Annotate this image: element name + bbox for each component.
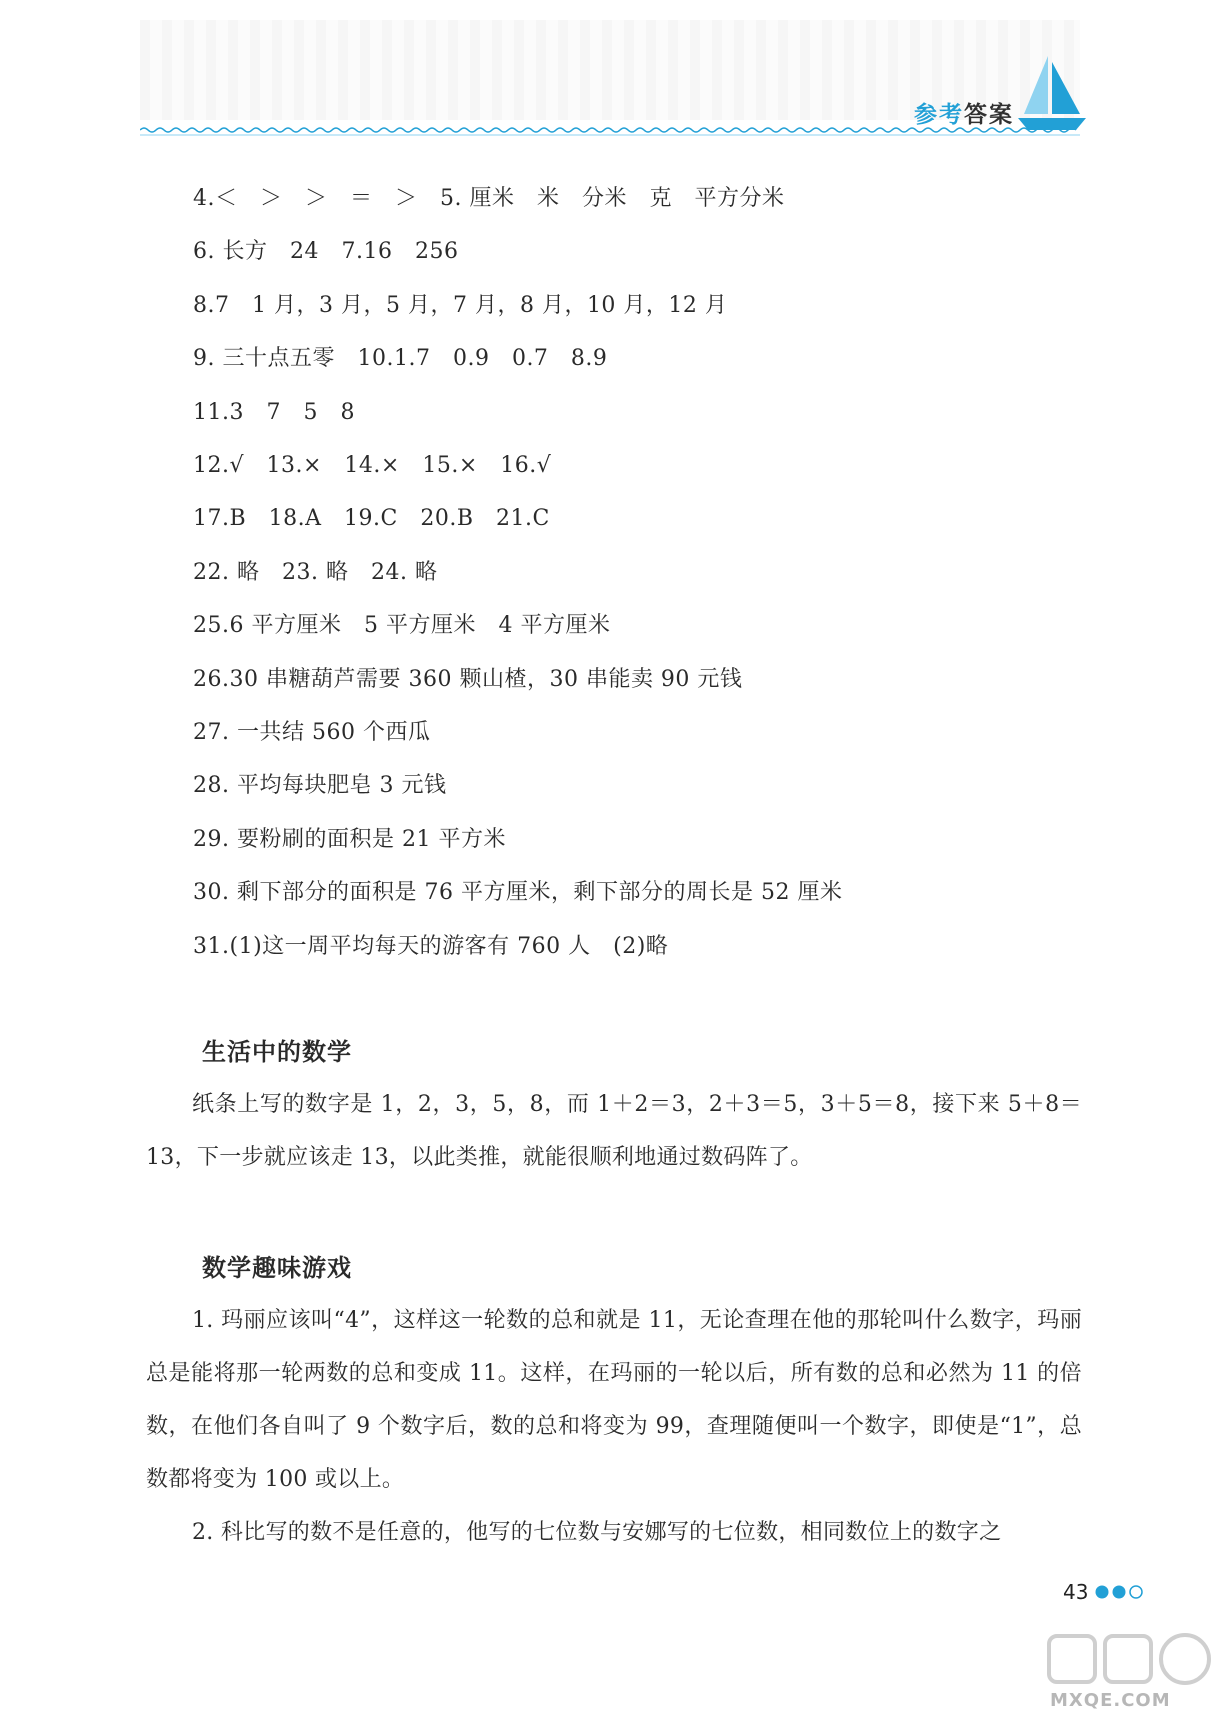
answer-line: 31.(1)这一周平均每天的游客有 760 人 (2)略 [193, 933, 669, 959]
answer-line: 25.6 平方厘米 5 平方厘米 4 平方厘米 [193, 613, 611, 639]
answer-line: 9. 三十点五零 10.1.7 0.9 0.7 8.9 [193, 346, 608, 372]
heading-life-math: 生活中的数学 [202, 1038, 352, 1066]
answer-line: 6. 长方 24 7.16 256 [193, 239, 459, 265]
section-title-part1: 参考 [914, 102, 964, 128]
paragraph-game-1: 1. 玛丽应该叫“4”，这样这一轮数的总和就是 11，无论查理在他的那轮叫什么数字，玛丽总是能将那一轮两数的总和变成 11。这样，在玛丽的一轮以后，所有数的总和必然为 11 的倍数，在他们各自叫了 9 个数字后，数的总和将变为 99，查理随便叫一个数字，即使是“1”，总数都将变为 100 或以上。 [146, 1308, 1082, 1492]
answer-line: 17.B 18.A 19.C 20.B 21.C [193, 506, 550, 532]
answer-line: 12.√ 13.× 14.× 15.× 16.√ [193, 453, 552, 479]
answer-line: 30. 剩下部分的面积是 76 平方厘米，剩下部分的周长是 52 厘米 [193, 880, 843, 906]
section-title [914, 96, 1014, 129]
answer-line: 22. 略 23. 略 24. 略 [193, 559, 438, 585]
answer-line: 8.7 1 月，3 月，5 月，7 月，8 月，10 月，12 月 [193, 292, 728, 318]
answer-line: 29. 要粉刷的面积是 21 平方米 [193, 826, 506, 852]
section-title-part2: 答案 [964, 102, 1014, 128]
answer-line: 11.3 7 5 8 [193, 399, 355, 425]
heading-math-game: 数学趣味游戏 [202, 1254, 352, 1282]
answer-line: 28. 平均每块肥皂 3 元钱 [193, 773, 447, 799]
answer-line: 27. 一共结 560 个西瓜 [193, 720, 431, 746]
paragraph-life-math: 纸条上写的数字是 1，2，3，5，8，而 1＋2＝3，2＋3＝5，3＋5＝8，接下来 5＋8＝13，下一步就应该走 13，以此类推，就能很顺利地通过数码阵了。 [146, 1092, 1082, 1170]
page-number: 43 [1063, 1580, 1089, 1604]
watermark-url: MXQE.COM [1050, 1690, 1171, 1711]
page-dots-icon [1094, 1583, 1150, 1601]
sailboat-icon [1018, 54, 1086, 134]
watermark-logo-icon [1045, 1630, 1215, 1690]
answer-line: 26.30 串糖葫芦需要 360 颗山楂，30 串能卖 90 元钱 [193, 666, 743, 692]
answer-line: 4.＜ ＞ ＞ ＝ ＞ 5. 厘米 米 分米 克 平方分米 [193, 186, 785, 211]
paragraph-game-2: 2. 科比写的数不是任意的，他写的七位数与安娜写的七位数，相同数位上的数字之 [192, 1520, 1002, 1545]
answer-list [193, 172, 842, 973]
